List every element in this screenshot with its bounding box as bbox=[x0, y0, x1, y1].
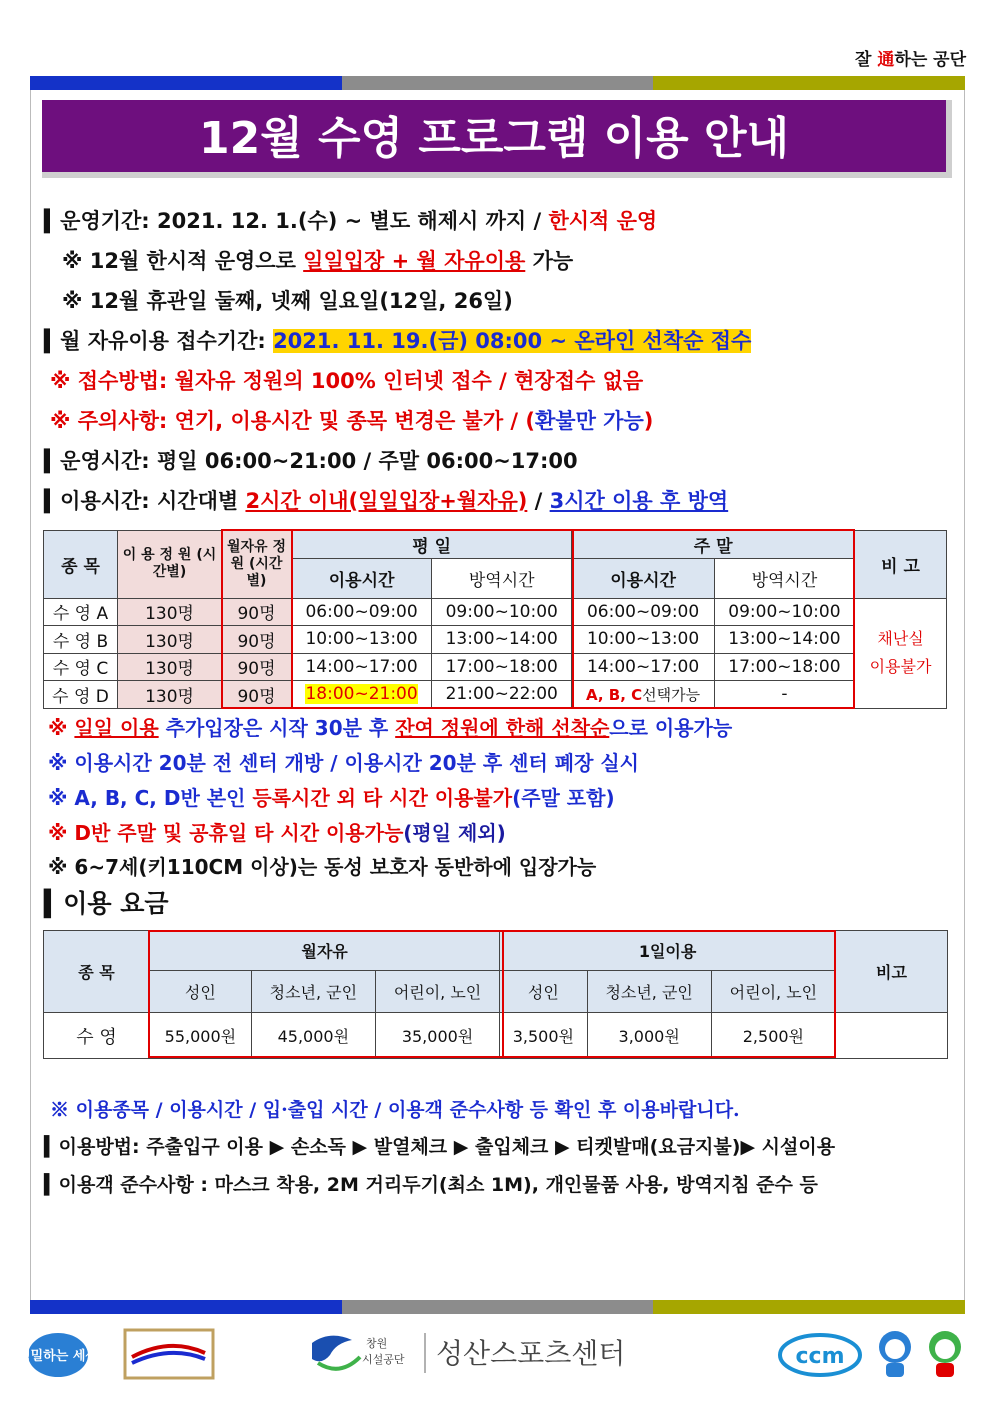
changwon-facility-logo bbox=[312, 1333, 625, 1373]
fee-daily-box bbox=[502, 930, 836, 1058]
svg-text:시설공단: 시설공단 bbox=[362, 1353, 405, 1366]
th-we-use: 이용시간 bbox=[572, 558, 715, 598]
fee-table: 종 목 월자유 1일이용 비고 성인 청소년, 군인 어린이, 노인 성인 청소년, 군인 어린이, 노인 수 영 55,000원 45,000원 35,000원 3,500원 3,000원 2,500원 bbox=[43, 930, 948, 1059]
visitor-rules: ▍이용객 준수사항 : 마스크 착용, 2M 거리두기(최소 1M), 개인물품 사용, 방역지침 준수 등 bbox=[44, 1174, 818, 1196]
top-color-bar bbox=[30, 76, 965, 90]
th-we-dis: 방역시간 bbox=[714, 558, 854, 598]
fee-monthly-box bbox=[148, 930, 504, 1058]
svg-text:정밀하는 세상: 정밀하는 세상 bbox=[18, 1349, 98, 1364]
svg-text:성산스포츠센터: 성산스포츠센터 bbox=[436, 1337, 626, 1370]
table-row: 수 영 A 130명 90명 06:00~09:00 09:00~10:00 06:00~09:00 09:00~10:00 채난실 이용불가 bbox=[44, 598, 947, 626]
weekday-highlight-box bbox=[291, 529, 574, 709]
info-hours: ▍운영시간: 평일 06:00~21:00 / 주말 06:00~17:00 bbox=[44, 449, 578, 473]
info-period: ▍운영기간: 2021. 12. 1.(수) ~ 별도 해제시 까지 / 한시적 운영 bbox=[44, 209, 658, 233]
info-note-2: ※ 12월 휴관일 둘째, 넷째 일요일(12일, 26일) bbox=[62, 289, 513, 313]
info-method: ※ 접수방법: 월자유 정원의 100% 인터넷 접수 / 현장접수 없음 bbox=[50, 369, 644, 393]
ccm-logo bbox=[780, 1335, 860, 1375]
note-4: ※ D반 주말 및 공휴일 타 시간 이용가능(평일 제외) bbox=[48, 821, 506, 845]
mascot-icon bbox=[879, 1331, 961, 1377]
th-item: 종 목 bbox=[44, 531, 118, 599]
monthly-highlight-box bbox=[221, 529, 293, 709]
page-title: 12월 수영 프로그램 이용 안내 bbox=[42, 100, 952, 178]
usage-method: ▍이용방법: 주출입구 이용 ▶ 손소독 ▶ 발열체크 ▶ 출입체크 ▶ 티켓발매(요금지불)▶ 시설이용 bbox=[44, 1136, 836, 1158]
svg-text:ccm: ccm bbox=[795, 1344, 845, 1369]
th-monthly: 월자유 정원 (시간별) bbox=[222, 531, 292, 599]
table-row: 수 영 B 130명 90명 10:00~13:00 13:00~14:00 10:00~13:00 13:00~14:00 bbox=[44, 626, 947, 654]
th-wd-dis: 방역시간 bbox=[432, 558, 572, 598]
footer bbox=[0, 1325, 992, 1385]
award-emblem bbox=[125, 1330, 213, 1378]
table-row: 수 영 D 130명 90명 18:00~21:00 21:00~22:00 A, B, C선택가능 - bbox=[44, 681, 947, 709]
svg-text:창원: 창원 bbox=[366, 1337, 388, 1350]
note-3: ※ A, B, C, D반 본인 등록시간 외 타 시간 이용불가(주말 포함) bbox=[48, 786, 615, 810]
bottom-color-bar bbox=[30, 1300, 965, 1314]
info-registration: ▍월 자유이용 접수기간: 2021. 11. 19.(금) 08:00 ~ 온라인 선착순 접수 bbox=[44, 329, 752, 353]
th-weekday: 평 일 bbox=[292, 531, 572, 559]
th-note: 비 고 bbox=[855, 531, 947, 599]
info-usage: ▍이용시간: 시간대별 2시간 이내(일일입장+월자유) / 3시간 이용 후 방역 bbox=[44, 489, 729, 513]
table-row: 수 영 C 130명 90명 14:00~17:00 17:00~18:00 14:00~17:00 17:00~18:00 bbox=[44, 653, 947, 681]
th-weekend: 주 말 bbox=[572, 531, 855, 559]
table-row: 수 영 55,000원 45,000원 35,000원 3,500원 3,000원 2,500원 bbox=[44, 1013, 948, 1059]
fee-heading: ▍이용 요금 bbox=[44, 889, 169, 918]
note-5: ※ 6~7세(키110CM 이상)는 동성 보호자 동반하에 입장가능 bbox=[48, 855, 597, 879]
slogan: 잘 通하는 공단 bbox=[855, 50, 966, 70]
note-2: ※ 이용시간 20분 전 센터 개방 / 이용시간 20분 후 센터 폐장 실시 bbox=[48, 751, 640, 775]
note-cell: 채난실 이용불가 bbox=[855, 598, 947, 708]
th-capacity: 이 용 정 원 (시간별) bbox=[118, 531, 222, 599]
weekend-highlight-box bbox=[572, 529, 855, 709]
note-1: ※ 일일 이용 추가입장은 시작 30분 후 잔여 정원에 한해 선착순으로 이용가능 bbox=[48, 716, 733, 740]
bottom-notice: ※ 이용종목 / 이용시간 / 입·출입 시간 / 이용객 준수사항 등 확인 후 이용바랍니다. bbox=[50, 1099, 740, 1121]
th-wd-use: 이용시간 bbox=[292, 558, 432, 598]
city-slogan-logo bbox=[18, 1333, 98, 1377]
info-note-1: ※ 12월 한시적 운영으로 일일입장 + 월 자유이용 가능 bbox=[62, 249, 574, 273]
info-caution: ※ 주의사항: 연기, 이용시간 및 종목 변경은 불가 / (환불만 가능) bbox=[50, 409, 654, 433]
